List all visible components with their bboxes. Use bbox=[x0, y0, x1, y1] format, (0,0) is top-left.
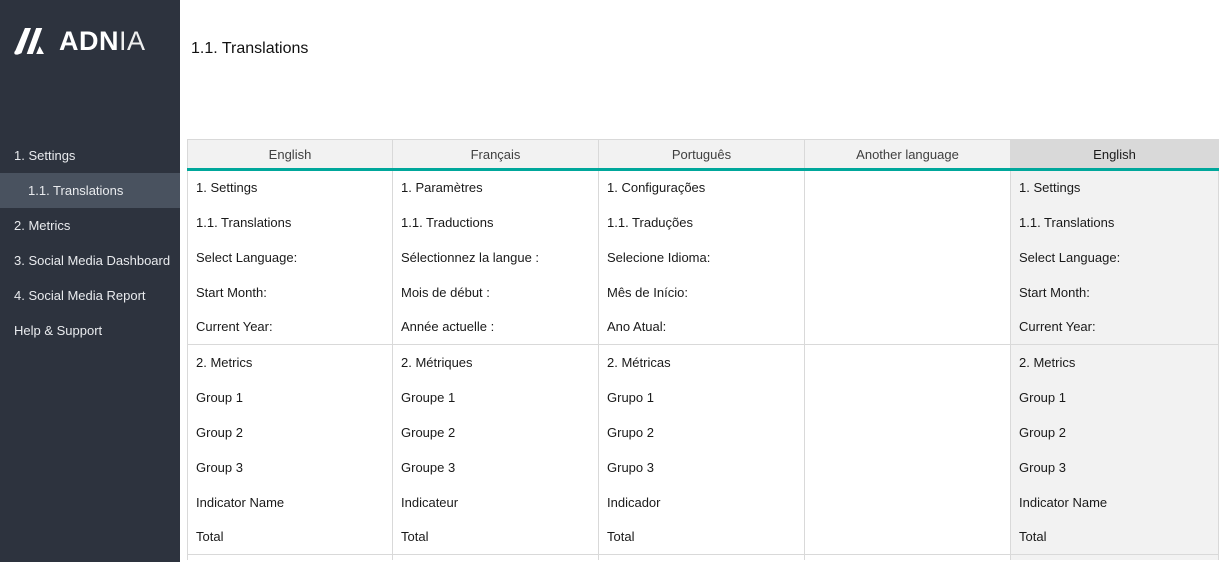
table-cell[interactable] bbox=[805, 240, 1011, 275]
table-cell[interactable]: Grupo 1 bbox=[599, 380, 805, 415]
table-cell[interactable]: 1. Paramètres bbox=[393, 170, 599, 205]
table-cell[interactable]: Grupo 2 bbox=[599, 415, 805, 450]
table-cell[interactable]: Start Month: bbox=[1011, 275, 1219, 310]
table-cell[interactable]: 2. Metrics bbox=[188, 345, 393, 380]
table-cell[interactable]: Indicator Name bbox=[188, 485, 393, 520]
sidebar-item-3-social-media-dashboard[interactable]: 3. Social Media Dashboard bbox=[14, 253, 171, 268]
table-row-partial bbox=[188, 555, 1219, 560]
sidebar-item-1-settings[interactable]: 1. Settings bbox=[14, 148, 76, 163]
adnia-logo bbox=[12, 26, 146, 56]
table-cell[interactable]: Start Month: bbox=[188, 275, 393, 310]
table-cell[interactable]: 1.1. Translations bbox=[188, 205, 393, 240]
table-cell[interactable]: Selecione Idioma: bbox=[599, 240, 805, 275]
table-row bbox=[188, 310, 1219, 345]
table-cell[interactable]: Total bbox=[188, 520, 393, 555]
table-cell[interactable] bbox=[599, 555, 805, 560]
sidebar-nav bbox=[0, 138, 180, 348]
table-cell[interactable]: 1. Configurações bbox=[599, 170, 805, 205]
translations-table-wrap bbox=[187, 139, 1219, 562]
table-cell[interactable]: Total bbox=[393, 520, 599, 555]
brand-name: ADN IA bbox=[59, 25, 146, 56]
column-header-4-english[interactable]: English bbox=[1011, 140, 1219, 170]
table-cell[interactable]: Année actuelle : bbox=[393, 310, 599, 345]
table-cell[interactable]: 1.1. Translations bbox=[1011, 205, 1219, 240]
column-header-2-portugu-s[interactable]: Português bbox=[599, 140, 805, 170]
table-cell[interactable]: 2. Metrics bbox=[1011, 345, 1219, 380]
table-cell[interactable]: Select Language: bbox=[188, 240, 393, 275]
table-cell[interactable]: Group 3 bbox=[1011, 450, 1219, 485]
table-row bbox=[188, 485, 1219, 520]
sidebar-item-help-support[interactable]: Help & Support bbox=[14, 323, 103, 338]
table-cell[interactable]: Indicator Name bbox=[1011, 485, 1219, 520]
table-cell[interactable] bbox=[805, 555, 1011, 560]
column-header-1-fran-ais[interactable]: Français bbox=[393, 140, 599, 170]
table-row bbox=[188, 275, 1219, 310]
adnia-double-slash-icon bbox=[12, 26, 50, 56]
table-cell[interactable]: Mois de début : bbox=[393, 275, 599, 310]
table-cell[interactable]: 1. Settings bbox=[1011, 170, 1219, 205]
table-cell[interactable]: Grupo 3 bbox=[599, 450, 805, 485]
table-cell[interactable]: Group 2 bbox=[1011, 415, 1219, 450]
table-row bbox=[188, 240, 1219, 275]
table-cell[interactable] bbox=[188, 555, 393, 560]
table-cell[interactable]: Total bbox=[1011, 520, 1219, 555]
table-cell[interactable]: Groupe 1 bbox=[393, 380, 599, 415]
table-cell[interactable]: 1. Settings bbox=[188, 170, 393, 205]
page-title: 1.1. Translations bbox=[191, 40, 309, 57]
table-cell[interactable] bbox=[805, 310, 1011, 345]
table-cell[interactable]: 1.1. Traduções bbox=[599, 205, 805, 240]
table-cell[interactable]: Group 3 bbox=[188, 450, 393, 485]
table-cell[interactable]: Mês de Início: bbox=[599, 275, 805, 310]
table-cell[interactable]: Ano Atual: bbox=[599, 310, 805, 345]
column-header-0-english[interactable]: English bbox=[188, 140, 393, 170]
table-cell[interactable] bbox=[805, 380, 1011, 415]
table-cell[interactable] bbox=[805, 520, 1011, 555]
table-cell[interactable]: Indicador bbox=[599, 485, 805, 520]
table-row bbox=[188, 345, 1219, 380]
table-cell[interactable] bbox=[805, 275, 1011, 310]
table-body bbox=[188, 170, 1219, 560]
translations-table bbox=[187, 139, 1219, 560]
table-row bbox=[188, 205, 1219, 240]
table-cell[interactable] bbox=[805, 170, 1011, 205]
table-cell[interactable]: Current Year: bbox=[1011, 310, 1219, 345]
table-cell[interactable] bbox=[805, 485, 1011, 520]
table-cell[interactable]: Group 1 bbox=[1011, 380, 1219, 415]
sidebar bbox=[0, 0, 180, 562]
table-cell[interactable] bbox=[805, 415, 1011, 450]
table-cell[interactable]: 1.1. Traductions bbox=[393, 205, 599, 240]
table-cell[interactable] bbox=[805, 450, 1011, 485]
table-cell[interactable]: Indicateur bbox=[393, 485, 599, 520]
column-header-3-another-language[interactable]: Another language bbox=[805, 140, 1011, 170]
sidebar-item-1-1-translations[interactable]: 1.1. Translations bbox=[0, 173, 180, 208]
table-cell[interactable]: Groupe 3 bbox=[393, 450, 599, 485]
table-row bbox=[188, 170, 1219, 205]
table-cell[interactable]: Select Language: bbox=[1011, 240, 1219, 275]
table-cell[interactable] bbox=[1011, 555, 1219, 560]
table-header-row bbox=[188, 140, 1219, 170]
table-cell[interactable]: Groupe 2 bbox=[393, 415, 599, 450]
table-cell[interactable] bbox=[805, 205, 1011, 240]
table-cell[interactable] bbox=[805, 345, 1011, 380]
table-cell[interactable] bbox=[393, 555, 599, 560]
table-cell[interactable]: Current Year: bbox=[188, 310, 393, 345]
table-cell[interactable]: Total bbox=[599, 520, 805, 555]
table-row bbox=[188, 380, 1219, 415]
sidebar-item-2-metrics[interactable]: 2. Metrics bbox=[14, 218, 71, 233]
sidebar-item-4-social-media-report[interactable]: 4. Social Media Report bbox=[14, 288, 146, 303]
table-cell[interactable]: Sélectionnez la langue : bbox=[393, 240, 599, 275]
table-cell[interactable]: Group 1 bbox=[188, 380, 393, 415]
table-row bbox=[188, 520, 1219, 555]
table-row bbox=[188, 415, 1219, 450]
table-row bbox=[188, 450, 1219, 485]
table-cell[interactable]: 2. Métriques bbox=[393, 345, 599, 380]
table-cell[interactable]: 2. Métricas bbox=[599, 345, 805, 380]
table-cell[interactable]: Group 2 bbox=[188, 415, 393, 450]
